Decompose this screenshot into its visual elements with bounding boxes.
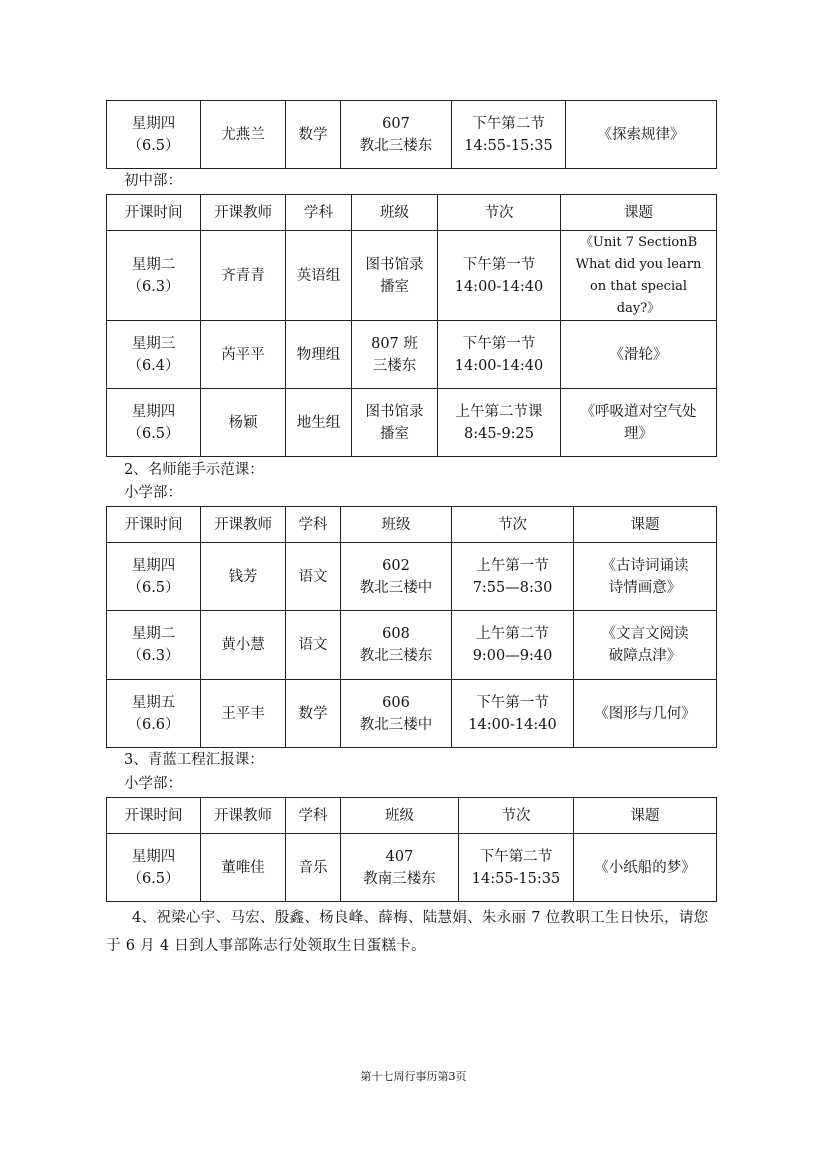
table-header-cell: 开课时间 [107, 195, 201, 231]
cell-line: 播室 [380, 278, 409, 295]
cell-line: 图书馆录 [365, 256, 424, 273]
schedule-table-famous-teachers [106, 506, 717, 748]
table-row [107, 834, 717, 902]
table-header-row [107, 507, 717, 543]
subject-cell [286, 834, 341, 902]
table-header-cell: 课题 [561, 195, 717, 231]
cell-text: 芮平平 [221, 346, 265, 363]
cell-line: （6.5） [127, 579, 180, 596]
cell-line: 8:45-9:25 [463, 425, 535, 442]
cell-line: 破障点津》 [608, 648, 682, 664]
cell-line: 诗情画意》 [608, 579, 682, 596]
cell-text: 钱芳 [228, 568, 258, 585]
period-cell [452, 611, 574, 680]
cell-text: 数学 [298, 126, 328, 143]
section-label-primary-3: 小学部： [124, 776, 182, 792]
cell-line: 《小纸船的梦》 [594, 859, 696, 876]
cell-text: 英语组 [296, 267, 341, 284]
section-label-primary-2: 小学部： [124, 485, 182, 501]
table-row [107, 389, 717, 457]
table-header-cell: 节次 [459, 798, 574, 834]
teacher-cell [201, 543, 286, 611]
subject-cell [286, 231, 352, 321]
topic-cell [561, 321, 717, 389]
cell-text: 语文 [298, 637, 328, 653]
section-title-2: 2、名师能手示范课： [124, 462, 264, 478]
cell-line: 教北三楼中 [359, 716, 433, 733]
cell-line: 7:55—8:30 [472, 579, 553, 596]
cell-line: 602 [382, 557, 410, 574]
cell-line: 图书馆录 [365, 403, 424, 420]
subject-cell [286, 101, 341, 169]
birthday-notice: 4、祝梁心宇、马宏、殷鑫、杨良峰、薛梅、陆慧娟、朱永丽 7 位教职工生日快乐，请您于 6 月 4 日到人事部陈志行处领取生日蛋糕卡。 [106, 910, 709, 954]
cell-line: 星期四 [131, 848, 176, 865]
cell-line: （6.3） [127, 278, 180, 295]
table-header-cell: 学科 [286, 798, 341, 834]
cell-line: 下午第一节 [462, 335, 536, 352]
cell-line: 407 [385, 848, 414, 865]
table-header-cell: 节次 [438, 195, 561, 231]
class-cell [341, 834, 459, 902]
cell-line: 教南三楼东 [363, 870, 436, 887]
topic-cell [566, 101, 717, 169]
subject-cell [286, 611, 341, 680]
cell-line: 《文言文阅读 [601, 626, 689, 642]
cell-line: 上午第一节 [476, 557, 549, 574]
cell-line: 星期四 [131, 557, 176, 574]
topic-cell [574, 834, 717, 902]
cell-line: 《Unit 7 SectionB [579, 234, 698, 250]
period-cell [452, 101, 566, 169]
table-header-cell: 班级 [341, 507, 452, 543]
table-header-cell: 课题 [574, 507, 717, 543]
class-time-cell [107, 834, 201, 902]
topic-cell [561, 389, 717, 457]
table-header-cell: 开课教师 [201, 507, 286, 543]
cell-text: 语文 [298, 568, 328, 585]
table-header-cell: 班级 [341, 798, 459, 834]
cell-line: 三楼东 [372, 357, 417, 374]
section-title-3: 3、青蓝工程汇报课： [124, 752, 264, 768]
section-label-junior: 初中部： [124, 173, 182, 189]
cell-line: 下午第二节 [472, 115, 545, 132]
cell-line: （6.5） [127, 425, 180, 442]
period-cell [438, 231, 561, 321]
table-row [107, 543, 717, 611]
period-cell [438, 389, 561, 457]
cell-line: 星期三 [131, 335, 176, 352]
table-header-cell: 节次 [452, 507, 574, 543]
cell-text: 物理组 [296, 346, 341, 363]
cell-line: （6.5） [127, 137, 180, 154]
cell-line: 教北三楼中 [359, 579, 433, 596]
table-row [107, 101, 717, 169]
cell-line: 《呼吸道对空气处 [580, 403, 697, 420]
subject-cell [286, 543, 341, 611]
table-header-cell: 开课时间 [107, 798, 201, 834]
cell-text: 地生组 [296, 414, 341, 431]
class-time-cell [107, 231, 201, 321]
class-time-cell [107, 543, 201, 611]
period-cell [459, 834, 574, 902]
teacher-cell [201, 834, 286, 902]
cell-text: 数学 [298, 705, 328, 722]
subject-cell [286, 389, 352, 457]
cell-line: 上午第二节 [476, 626, 549, 642]
class-cell [352, 231, 438, 321]
class-cell [352, 389, 438, 457]
cell-line: 星期二 [131, 256, 176, 273]
teacher-cell [201, 231, 286, 321]
table-row [107, 321, 717, 389]
period-cell [452, 543, 574, 611]
topic-cell [561, 231, 717, 321]
table-row [107, 611, 717, 680]
topic-cell [574, 680, 717, 748]
cell-line: 14:55-15:35 [471, 870, 561, 887]
table-header-cell: 开课时间 [107, 507, 201, 543]
cell-line: 807 班 [371, 335, 418, 352]
class-time-cell [107, 680, 201, 748]
class-time-cell [107, 389, 201, 457]
period-cell [452, 680, 574, 748]
cell-line: day?》 [616, 300, 661, 316]
class-cell [341, 611, 452, 680]
cell-line: 606 [382, 694, 410, 711]
table-header-row [107, 798, 717, 834]
page-footer: 第十七周行事历第3页 [360, 1070, 467, 1083]
schedule-table-junior [106, 194, 717, 457]
cell-line: 《滑轮》 [609, 346, 668, 363]
cell-text: 黄小慧 [221, 637, 265, 653]
table-header-cell: 学科 [286, 507, 341, 543]
teacher-cell [201, 321, 286, 389]
cell-line: 星期四 [131, 403, 176, 420]
cell-line: 教北三楼东 [359, 648, 433, 664]
table-header-cell: 班级 [352, 195, 438, 231]
table-header-cell: 开课教师 [201, 798, 286, 834]
cell-line: 下午第一节 [476, 694, 549, 711]
table-header-cell: 开课教师 [201, 195, 286, 231]
schedule-table-qinglan [106, 797, 717, 902]
table-row [107, 680, 717, 748]
class-cell [341, 101, 452, 169]
teacher-cell [201, 101, 286, 169]
cell-line: 下午第二节 [479, 848, 553, 865]
cell-line: 理》 [624, 425, 653, 442]
cell-text: 王平丰 [221, 705, 265, 722]
cell-line: 608 [382, 626, 410, 642]
table-header-cell: 课题 [574, 798, 717, 834]
cell-line: 607 [382, 115, 410, 132]
subject-cell [286, 680, 341, 748]
cell-text: 齐青青 [221, 267, 265, 284]
class-cell [341, 680, 452, 748]
cell-line: 14:00-14:40 [454, 278, 544, 295]
period-cell [438, 321, 561, 389]
cell-line: 上午第二节课 [455, 403, 543, 420]
cell-line: （6.5） [127, 870, 180, 887]
cell-line: （6.6） [127, 716, 180, 733]
cell-line: 《图形与几何》 [594, 705, 696, 722]
cell-line: on that special [589, 278, 688, 294]
cell-line: 教北三楼东 [359, 137, 433, 154]
class-cell [352, 321, 438, 389]
topic-cell [574, 543, 717, 611]
schedule-table-primary-continued [106, 100, 717, 169]
table-header-cell: 学科 [286, 195, 352, 231]
cell-text: 董唯佳 [221, 859, 265, 876]
subject-cell [286, 321, 352, 389]
table-header-row [107, 195, 717, 231]
cell-line: 《探索规律》 [597, 126, 685, 143]
cell-line: 星期四 [131, 115, 176, 132]
table-row [107, 231, 717, 321]
cell-line: 14:00-14:40 [468, 716, 557, 733]
cell-line: 播室 [380, 425, 409, 442]
cell-line: 《古诗词诵读 [601, 557, 689, 574]
cell-line: 下午第一节 [462, 256, 536, 273]
cell-line: 14:55-15:35 [464, 137, 553, 154]
teacher-cell [201, 389, 286, 457]
cell-text: 音乐 [298, 859, 328, 876]
cell-line: 星期五 [131, 694, 176, 711]
teacher-cell [201, 680, 286, 748]
class-cell [341, 543, 452, 611]
cell-line: （6.3） [127, 648, 180, 664]
cell-text: 尤燕兰 [221, 126, 265, 143]
cell-line: （6.4） [127, 357, 180, 374]
teacher-cell [201, 611, 286, 680]
class-time-cell [107, 321, 201, 389]
cell-line: 星期二 [131, 626, 176, 642]
cell-line: What did you learn [575, 256, 702, 272]
cell-text: 杨颖 [228, 414, 258, 431]
class-time-cell [107, 611, 201, 680]
cell-line: 14:00-14:40 [454, 357, 544, 374]
topic-cell [574, 611, 717, 680]
cell-line: 9:00—9:40 [472, 648, 553, 664]
class-time-cell [107, 101, 201, 169]
